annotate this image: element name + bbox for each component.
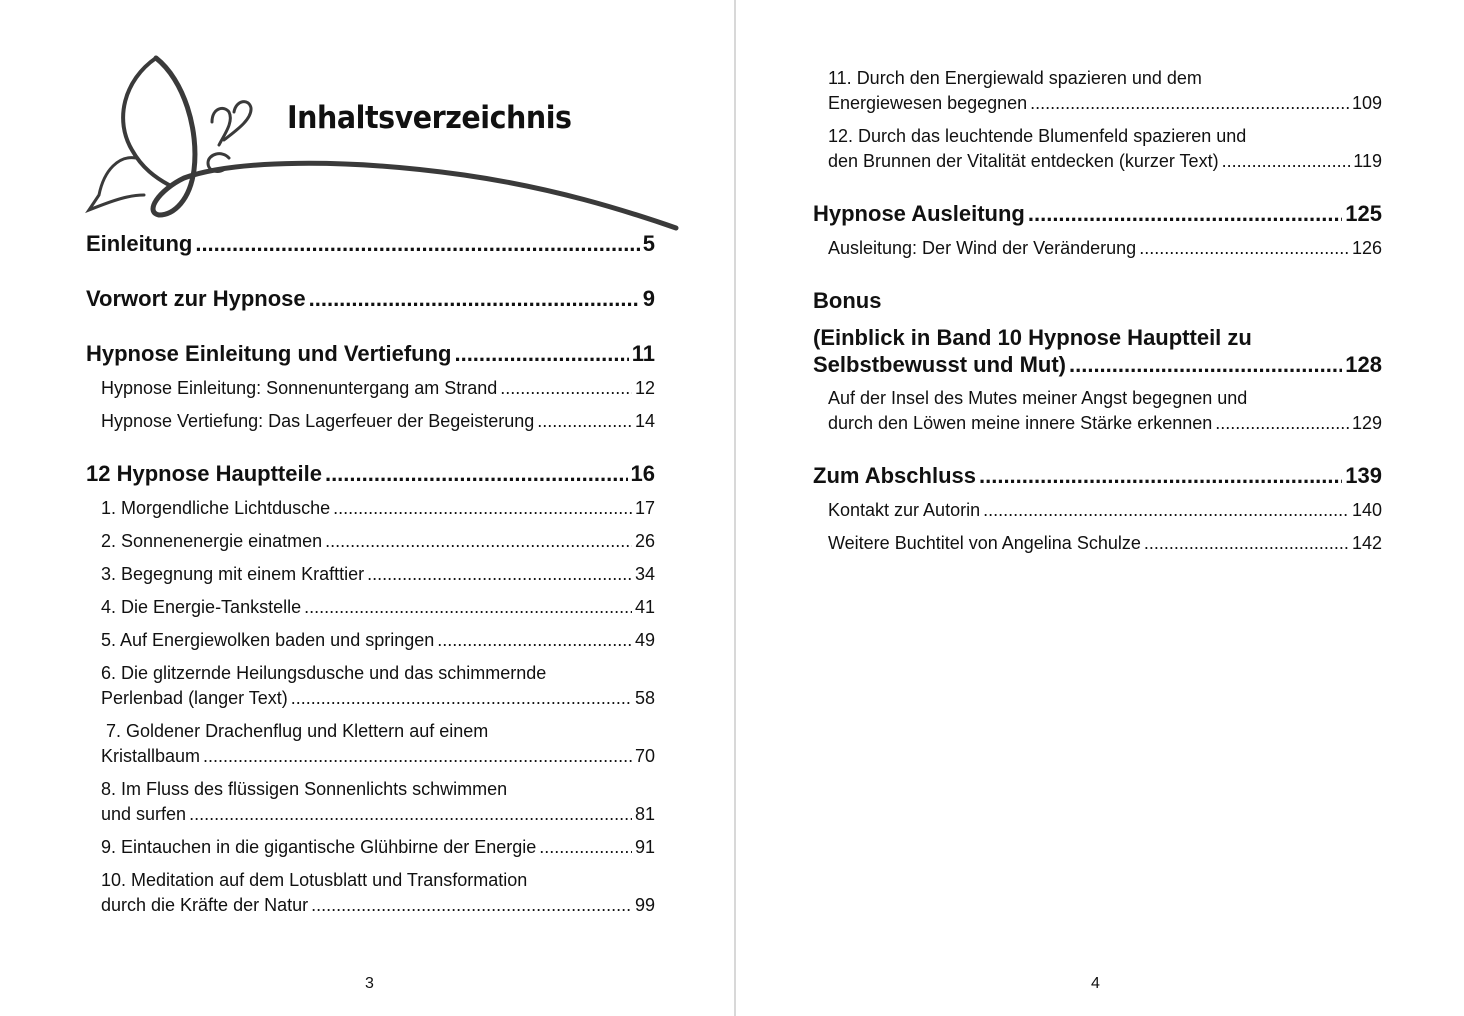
right-page bbox=[736, 0, 1464, 1016]
toc-page-number: 14 bbox=[634, 411, 655, 431]
toc-entry-text: Weitere Buchtitel von Angelina Schulze bbox=[828, 533, 1141, 553]
toc-page-number: 99 bbox=[634, 895, 655, 915]
dot-leader bbox=[454, 339, 628, 369]
toc-entry-text: 12. Durch das leuchtende Blumenfeld spazieren und bbox=[828, 126, 1247, 146]
toc-page-number: 17 bbox=[634, 498, 655, 518]
toc-page-number: 140 bbox=[1351, 500, 1382, 520]
toc-line bbox=[101, 868, 655, 893]
dot-leader bbox=[309, 284, 640, 314]
dot-leader bbox=[367, 562, 632, 587]
toc-heading[interactable] bbox=[86, 284, 655, 314]
butterfly-logo-icon bbox=[84, 50, 684, 235]
toc-heading[interactable] bbox=[86, 459, 655, 489]
toc-heading[interactable] bbox=[813, 461, 1382, 491]
toc-left bbox=[86, 229, 655, 918]
toc-page-number: 12 bbox=[634, 378, 655, 398]
toc-subentry[interactable] bbox=[86, 562, 655, 587]
toc-page-number: 34 bbox=[634, 564, 655, 584]
toc-subentry[interactable] bbox=[86, 628, 655, 653]
toc-subentry[interactable] bbox=[813, 124, 1382, 174]
page-number: 4 bbox=[1091, 975, 1100, 992]
toc-entry-text: 4. Die Energie-Tankstelle bbox=[101, 597, 302, 617]
toc-entry-text: Zum Abschluss bbox=[813, 463, 976, 488]
toc-line bbox=[86, 284, 655, 314]
toc-subentry[interactable] bbox=[86, 835, 655, 860]
dot-leader bbox=[291, 686, 632, 711]
toc-page-number: 91 bbox=[634, 837, 655, 857]
toc-entry-text: Selbstbewusst und Mut) bbox=[813, 352, 1066, 377]
toc-subentry[interactable] bbox=[86, 661, 655, 711]
toc-heading[interactable] bbox=[86, 339, 655, 369]
toc-page-number: 11 bbox=[631, 341, 655, 366]
toc-page-number: 58 bbox=[634, 688, 655, 708]
toc-heading[interactable] bbox=[813, 324, 1382, 378]
toc-subentry[interactable] bbox=[86, 529, 655, 554]
toc-line bbox=[86, 459, 655, 489]
toc-line bbox=[101, 777, 655, 802]
dot-leader bbox=[304, 595, 632, 620]
toc-entry-text: durch den Löwen meine innere Stärke erkennen bbox=[828, 413, 1213, 433]
toc-page-number: 128 bbox=[1345, 352, 1382, 377]
toc-entry-text: 2. Sonnenenergie einatmen bbox=[101, 531, 323, 551]
toc-subentry[interactable] bbox=[86, 595, 655, 620]
dot-leader bbox=[500, 376, 632, 401]
toc-line bbox=[101, 409, 655, 434]
toc-subentry[interactable] bbox=[813, 531, 1382, 556]
toc-subentry[interactable] bbox=[86, 376, 655, 401]
toc-line bbox=[101, 496, 655, 521]
toc-line bbox=[101, 529, 655, 554]
toc-line bbox=[101, 744, 655, 769]
toc-entry-text: durch die Kräfte der Natur bbox=[101, 895, 309, 915]
toc-page-number: 41 bbox=[634, 597, 655, 617]
toc-line bbox=[101, 595, 655, 620]
dot-leader bbox=[1030, 91, 1349, 116]
toc-subentry[interactable] bbox=[86, 868, 655, 918]
toc-line bbox=[813, 286, 1382, 316]
toc-line bbox=[86, 339, 655, 369]
toc-entry-text: Energiewesen begegnen bbox=[828, 93, 1028, 113]
toc-line bbox=[101, 835, 655, 860]
toc-heading[interactable] bbox=[86, 229, 655, 259]
toc-entry-text: Perlenbad (langer Text) bbox=[101, 688, 288, 708]
toc-page-number: 142 bbox=[1351, 533, 1382, 553]
toc-line bbox=[813, 461, 1382, 491]
toc-line bbox=[101, 686, 655, 711]
toc-line bbox=[828, 531, 1382, 556]
toc-line bbox=[86, 229, 655, 259]
toc-entry-text: Hypnose Einleitung: Sonnenuntergang am Strand bbox=[101, 378, 498, 398]
toc-line bbox=[101, 719, 655, 744]
dot-leader bbox=[203, 744, 632, 769]
toc-entry-text: Hypnose Ausleitung bbox=[813, 201, 1025, 226]
toc-entry-text: Ausleitung: Der Wind der Veränderung bbox=[828, 238, 1137, 258]
toc-entry-text: Bonus bbox=[813, 288, 882, 313]
dot-leader bbox=[189, 802, 632, 827]
toc-entry-text: Hypnose Vertiefung: Das Lagerfeuer der Begeisterung bbox=[101, 411, 535, 431]
dot-leader bbox=[1069, 351, 1342, 378]
dot-leader bbox=[979, 461, 1342, 491]
dot-leader bbox=[1222, 149, 1351, 174]
toc-page-number: 81 bbox=[634, 804, 655, 824]
toc-entry-text: 3. Begegnung mit einem Krafttier bbox=[101, 564, 365, 584]
toc-subentry[interactable] bbox=[813, 498, 1382, 523]
toc-line bbox=[813, 351, 1382, 378]
toc-entry-text: 11. Durch den Energiewald spazieren und dem bbox=[828, 68, 1202, 88]
toc-line bbox=[101, 376, 655, 401]
toc-line bbox=[828, 66, 1382, 91]
page-number: 3 bbox=[365, 975, 374, 992]
toc-line bbox=[828, 411, 1382, 436]
toc-line bbox=[813, 199, 1382, 229]
toc-entry-text: Kristallbaum bbox=[101, 746, 201, 766]
dot-leader bbox=[1028, 199, 1342, 229]
toc-line bbox=[828, 386, 1382, 411]
toc-heading[interactable] bbox=[813, 286, 1382, 316]
toc-page-number: 49 bbox=[634, 630, 655, 650]
dot-leader bbox=[325, 529, 632, 554]
dot-leader bbox=[325, 459, 628, 489]
toc-page-number: 16 bbox=[630, 461, 655, 486]
toc-entry-text: Auf der Insel des Mutes meiner Angst begegnen und bbox=[828, 388, 1248, 408]
toc-right bbox=[813, 58, 1382, 556]
toc-page-number: 5 bbox=[642, 231, 655, 256]
toc-entry-text: Hypnose Einleitung und Vertiefung bbox=[86, 341, 452, 366]
toc-page-number: 139 bbox=[1345, 463, 1382, 488]
dot-leader bbox=[311, 893, 632, 918]
toc-entry-text: 10. Meditation auf dem Lotusblatt und Transformation bbox=[101, 870, 528, 890]
page-title: Inhaltsverzeichnis bbox=[287, 100, 572, 136]
toc-page-number: 109 bbox=[1351, 93, 1382, 113]
toc-heading[interactable] bbox=[813, 199, 1382, 229]
toc-page-number: 125 bbox=[1345, 201, 1382, 226]
dot-leader bbox=[539, 835, 632, 860]
toc-entry-text: Einleitung bbox=[86, 231, 193, 256]
toc-entry-text: 9. Eintauchen in die gigantische Glühbirne der Energie bbox=[101, 837, 537, 857]
toc-entry-text: und surfen bbox=[101, 804, 187, 824]
toc-line bbox=[101, 893, 655, 918]
toc-subentry[interactable] bbox=[86, 409, 655, 434]
dot-leader bbox=[983, 498, 1349, 523]
toc-subentry[interactable] bbox=[813, 66, 1382, 116]
toc-entry-text: (Einblick in Band 10 Hypnose Hauptteil zu bbox=[813, 325, 1252, 350]
toc-page-number: 126 bbox=[1351, 238, 1382, 258]
toc-subentry[interactable] bbox=[813, 236, 1382, 261]
dot-leader bbox=[437, 628, 632, 653]
toc-entry-text: 5. Auf Energiewolken baden und springen bbox=[101, 630, 435, 650]
toc-page-number: 129 bbox=[1351, 413, 1382, 433]
toc-subentry[interactable] bbox=[86, 777, 655, 827]
toc-line bbox=[101, 802, 655, 827]
toc-line bbox=[101, 562, 655, 587]
toc-entry-text: 6. Die glitzernde Heilungsdusche und das schimmernde bbox=[101, 663, 547, 683]
dot-leader bbox=[537, 409, 632, 434]
toc-subentry[interactable] bbox=[813, 386, 1382, 436]
toc-entry-text: Vorwort zur Hypnose bbox=[86, 286, 306, 311]
dot-leader bbox=[1144, 531, 1349, 556]
toc-entry-text: Kontakt zur Autorin bbox=[828, 500, 981, 520]
toc-entry-text: 8. Im Fluss des flüssigen Sonnenlichts schwimmen bbox=[101, 779, 508, 799]
toc-subentry[interactable] bbox=[86, 496, 655, 521]
toc-line bbox=[828, 149, 1382, 174]
dot-leader bbox=[333, 496, 632, 521]
dot-leader bbox=[1139, 236, 1349, 261]
toc-line bbox=[101, 661, 655, 686]
toc-page-number: 119 bbox=[1353, 151, 1382, 171]
toc-line bbox=[828, 91, 1382, 116]
toc-page-number: 70 bbox=[634, 746, 655, 766]
dot-leader bbox=[1215, 411, 1349, 436]
dot-leader bbox=[195, 229, 639, 259]
toc-entry-text: 12 Hypnose Hauptteile bbox=[86, 461, 322, 486]
toc-line bbox=[828, 236, 1382, 261]
toc-entry-text: 7. Goldener Drachenflug und Klettern auf einem bbox=[101, 721, 489, 741]
toc-page-number: 26 bbox=[634, 531, 655, 551]
toc-entry-text: 1. Morgendliche Lichtdusche bbox=[101, 498, 331, 518]
toc-line bbox=[828, 124, 1382, 149]
toc-entry-text: den Brunnen der Vitalität entdecken (kurzer Text) bbox=[828, 151, 1219, 171]
toc-line bbox=[813, 324, 1382, 351]
toc-line bbox=[101, 628, 655, 653]
toc-page-number: 9 bbox=[642, 286, 655, 311]
toc-line bbox=[828, 498, 1382, 523]
toc-subentry[interactable] bbox=[86, 719, 655, 769]
